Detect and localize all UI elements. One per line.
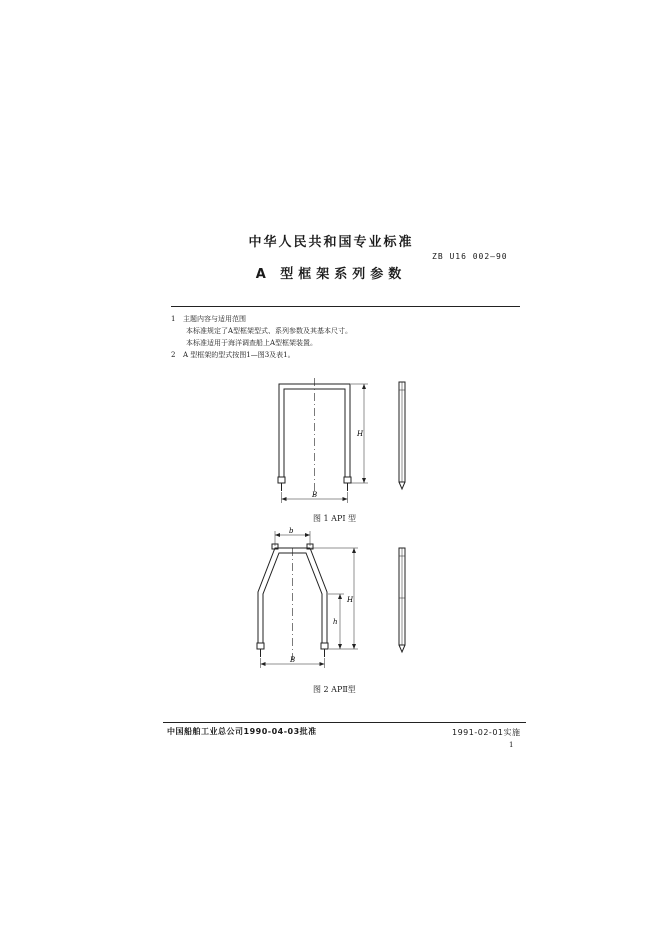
footer-rule <box>163 722 526 723</box>
figure-1-width-label: B <box>312 491 318 499</box>
section-1-paragraph-1: 本标准规定了A型框架型式、系列参数及其基本尺寸。 <box>186 327 353 335</box>
document-title: A 型框架系列参数 <box>255 267 407 282</box>
section-1-paragraph-2: 本标准适用于海洋调查船上A型框架装置。 <box>186 339 318 347</box>
issuer-approval: 中国船舶工业总公司1990-04-03批准 <box>167 727 317 736</box>
page-number: 1 <box>509 741 514 749</box>
figure-2-lower-height-label: h <box>333 618 338 626</box>
figure-2-top-width-label: b <box>289 527 294 535</box>
section-1-title: 主题内容与适用范围 <box>183 315 246 323</box>
figure-2-width-label: B <box>290 656 296 664</box>
section-2-number: 2 <box>171 351 176 359</box>
figure-2-height-label: H <box>347 596 354 604</box>
national-standard-heading: 中华人民共和国专业标准 <box>248 235 414 250</box>
standard-code: ZB U16 002—90 <box>432 252 508 261</box>
figure-2-caption: 图 2 APⅡ型 <box>313 685 356 694</box>
section-2-text: A 型框架的型式按图1—图3及表1。 <box>183 351 295 359</box>
figure-1-height-label: H <box>357 430 364 438</box>
effective-date: 1991-02-01实施 <box>452 728 521 737</box>
section-1-number: 1 <box>171 315 176 323</box>
figure-1-caption: 图 1 API 型 <box>313 514 357 523</box>
